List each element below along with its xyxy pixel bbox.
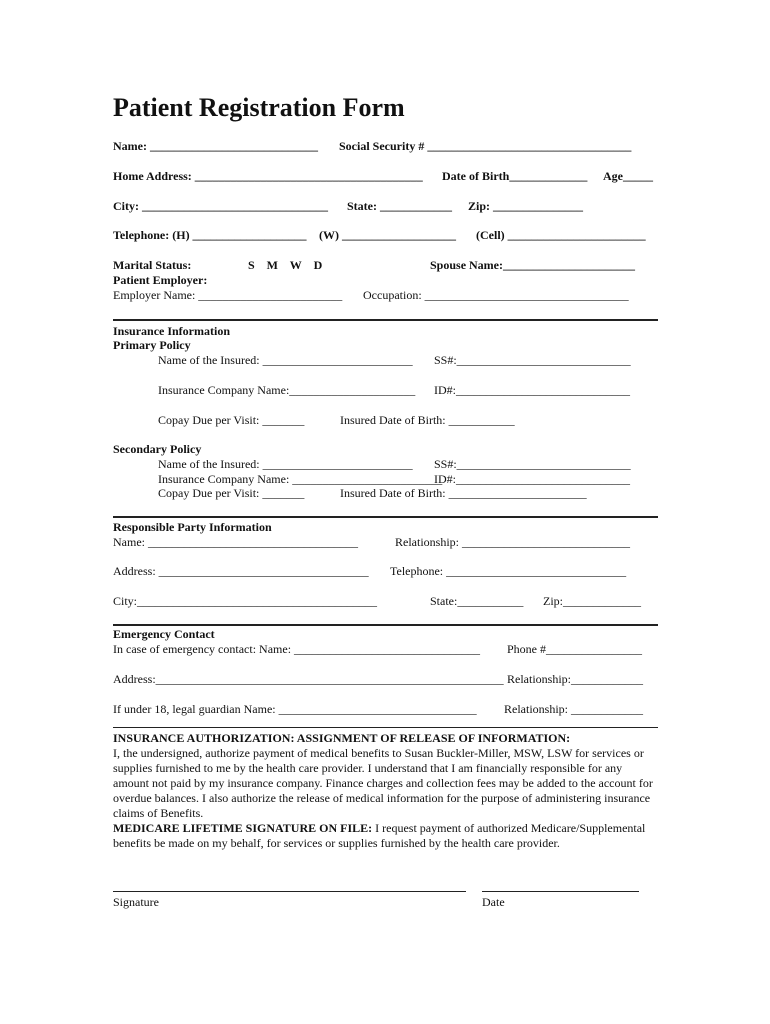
section-divider: [113, 624, 658, 626]
patient-employer-label: Patient Employer:: [113, 273, 208, 287]
authorization-body: I, the undersigned, authorize payment of medical benefits to Susan Buckler-Miller, MSW, LSW for services or supplies furnished to me by the health care provider. I understand that I am financially responsible for any amount not paid by my insurance company. Finance charges and collection fees may be added to the account for overdue balances. I also authorize the release of medical information for the purpose of administering insurance claims of Benefits.: [113, 746, 653, 820]
medicare-body: I request payment of authorized Medicare/Supplemental benefits be made on my behalf, for services or supplies furnished by the health care provider.: [113, 821, 646, 850]
primary-insured-name-field[interactable]: Name of the Insured: _________________________: [158, 353, 413, 367]
telephone-home-field[interactable]: Telephone: (H) ___________________: [113, 228, 307, 242]
primary-copay-field[interactable]: Copay Due per Visit: _______: [158, 413, 305, 427]
emergency-contact-heading: Emergency Contact: [113, 627, 215, 641]
authorization-paragraph: [113, 746, 658, 851]
section-divider: [113, 516, 658, 518]
primary-policy-heading: Primary Policy: [113, 338, 191, 352]
emergency-address-field[interactable]: Address:__________________________________________________________: [113, 672, 504, 686]
patient-name-field[interactable]: Name: ____________________________: [113, 139, 318, 153]
guardian-relationship-field[interactable]: Relationship: ____________: [504, 702, 643, 716]
secondary-insured-name-field[interactable]: Name of the Insured: _________________________: [158, 457, 413, 471]
telephone-cell-field[interactable]: (Cell) _______________________: [476, 228, 646, 242]
dob-field[interactable]: Date of Birth_____________: [442, 169, 588, 183]
insurance-heading: Insurance Information: [113, 324, 231, 338]
marital-status-label: Marital Status:: [113, 258, 192, 272]
page-title: Patient Registration Form: [113, 93, 405, 122]
state-field[interactable]: State: ____________: [347, 199, 452, 213]
date-line[interactable]: [482, 891, 639, 892]
home-address-field[interactable]: Home Address: ______________________________________: [113, 169, 423, 183]
secondary-insured-dob-field[interactable]: Insured Date of Birth: _______________________: [340, 486, 587, 500]
responsible-name-field[interactable]: Name: ___________________________________: [113, 535, 358, 549]
emergency-relationship-field[interactable]: Relationship:____________: [507, 672, 643, 686]
emergency-contact-name-field[interactable]: In case of emergency contact: Name: _______________________________: [113, 642, 481, 656]
city-field[interactable]: City: _______________________________: [113, 199, 328, 213]
primary-ss-field[interactable]: SS#:_____________________________: [434, 353, 631, 367]
spouse-name-field[interactable]: Spouse Name:______________________: [430, 258, 636, 272]
secondary-company-field[interactable]: Insurance Company Name: _________________________: [158, 472, 443, 486]
secondary-id-field[interactable]: ID#:_____________________________: [434, 472, 630, 486]
primary-company-field[interactable]: Insurance Company Name:_____________________: [158, 383, 416, 397]
age-field[interactable]: Age_____: [603, 169, 653, 183]
guardian-name-field[interactable]: If under 18, legal guardian Name: _________________________________: [113, 702, 477, 716]
responsible-relationship-field[interactable]: Relationship: ____________________________: [395, 535, 630, 549]
primary-id-field[interactable]: ID#:_____________________________: [434, 383, 630, 397]
medicare-heading: MEDICARE LIFETIME SIGNATURE ON FILE:: [113, 821, 373, 835]
responsible-zip-field[interactable]: Zip:_____________: [543, 594, 641, 608]
responsible-telephone-field[interactable]: Telephone: ______________________________: [390, 564, 627, 578]
marital-status-options[interactable]: S M W D: [248, 258, 323, 272]
responsible-address-field[interactable]: Address: ___________________________________: [113, 564, 369, 578]
secondary-policy-heading: Secondary Policy: [113, 442, 202, 456]
primary-insured-dob-field[interactable]: Insured Date of Birth: ___________: [340, 413, 515, 427]
signature-line[interactable]: [113, 891, 466, 892]
employer-name-field[interactable]: Employer Name: ________________________: [113, 288, 343, 302]
authorization-heading: INSURANCE AUTHORIZATION: ASSIGNMENT OF RELEASE OF INFORMATION:: [113, 731, 571, 745]
emergency-phone-field[interactable]: Phone #________________: [507, 642, 642, 656]
signature-label: Signature: [113, 895, 159, 909]
secondary-copay-field[interactable]: Copay Due per Visit: _______: [158, 486, 305, 500]
section-divider: [113, 727, 658, 728]
responsible-state-field[interactable]: State:___________: [430, 594, 524, 608]
responsible-party-heading: Responsible Party Information: [113, 520, 272, 534]
zip-field[interactable]: Zip: _______________: [468, 199, 584, 213]
occupation-field[interactable]: Occupation: __________________________________: [363, 288, 629, 302]
date-label: Date: [482, 895, 505, 909]
ssn-field[interactable]: Social Security # __________________________________: [339, 139, 632, 153]
section-divider: [113, 319, 658, 321]
telephone-work-field[interactable]: (W) ___________________: [319, 228, 456, 242]
secondary-ss-field[interactable]: SS#:_____________________________: [434, 457, 631, 471]
responsible-city-field[interactable]: City:________________________________________: [113, 594, 378, 608]
